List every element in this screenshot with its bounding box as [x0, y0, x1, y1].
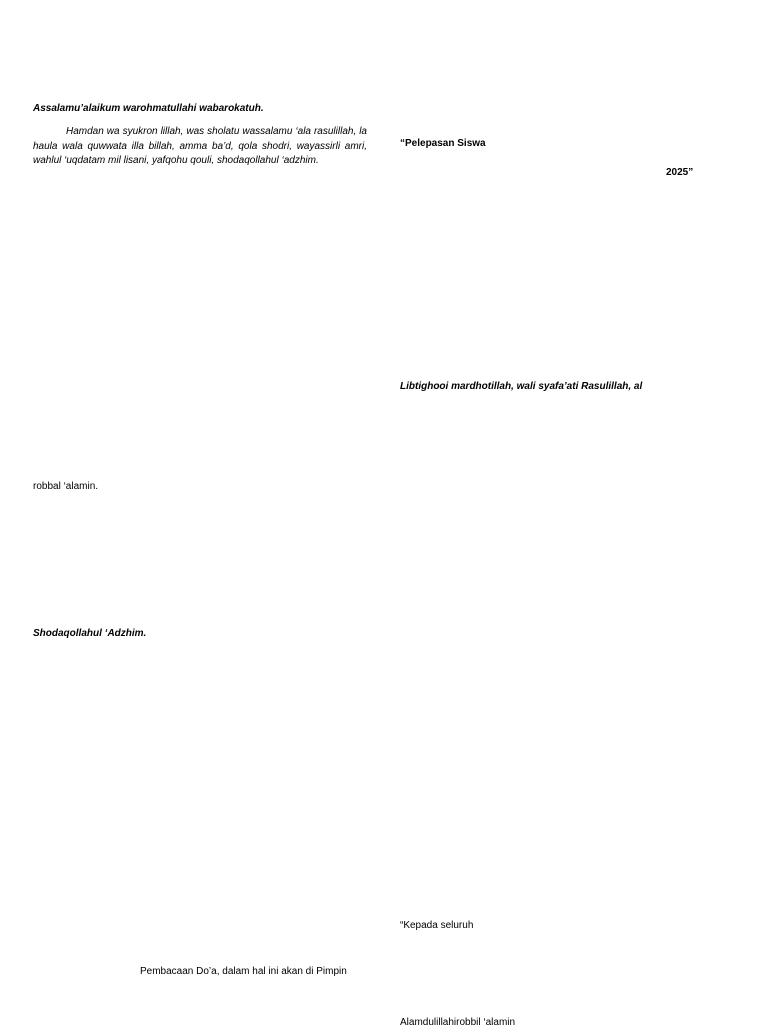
kepada-line: “Kepada seluruh — [400, 920, 474, 931]
greeting-line: Assalamu’alaikum warohmatullahi wabarokatuh. — [33, 103, 264, 114]
event-title-start: “Pelepasan Siswa — [400, 138, 486, 149]
closing-line: Shodaqollahul ‘Adzhim. — [33, 628, 147, 639]
robbal-line: robbal ‘alamin. — [33, 481, 99, 492]
libtighooi-line: Libtighooi mardhotillah, wali syafa’ati Rasulillah, al — [400, 381, 643, 392]
alhamdulillah-line: Alamdulillahirobbil ‘alamin — [400, 1017, 516, 1028]
opening-paragraph: Hamdan wa syukron lillah, was sholatu wassalamu ‘ala rasulillah, la haula wala quwwata illa billah, amma ba’d, qola shodri, wayassirli amri, wahlul ‘uqdatam mil lisani, yafqohu qouli, shodaqollahul ‘adzhim. — [33, 126, 367, 166]
doa-line: Pembacaan Do’a, dalam hal ini akan di Pimpin — [140, 966, 347, 977]
event-title-end: 2025” — [666, 167, 694, 178]
